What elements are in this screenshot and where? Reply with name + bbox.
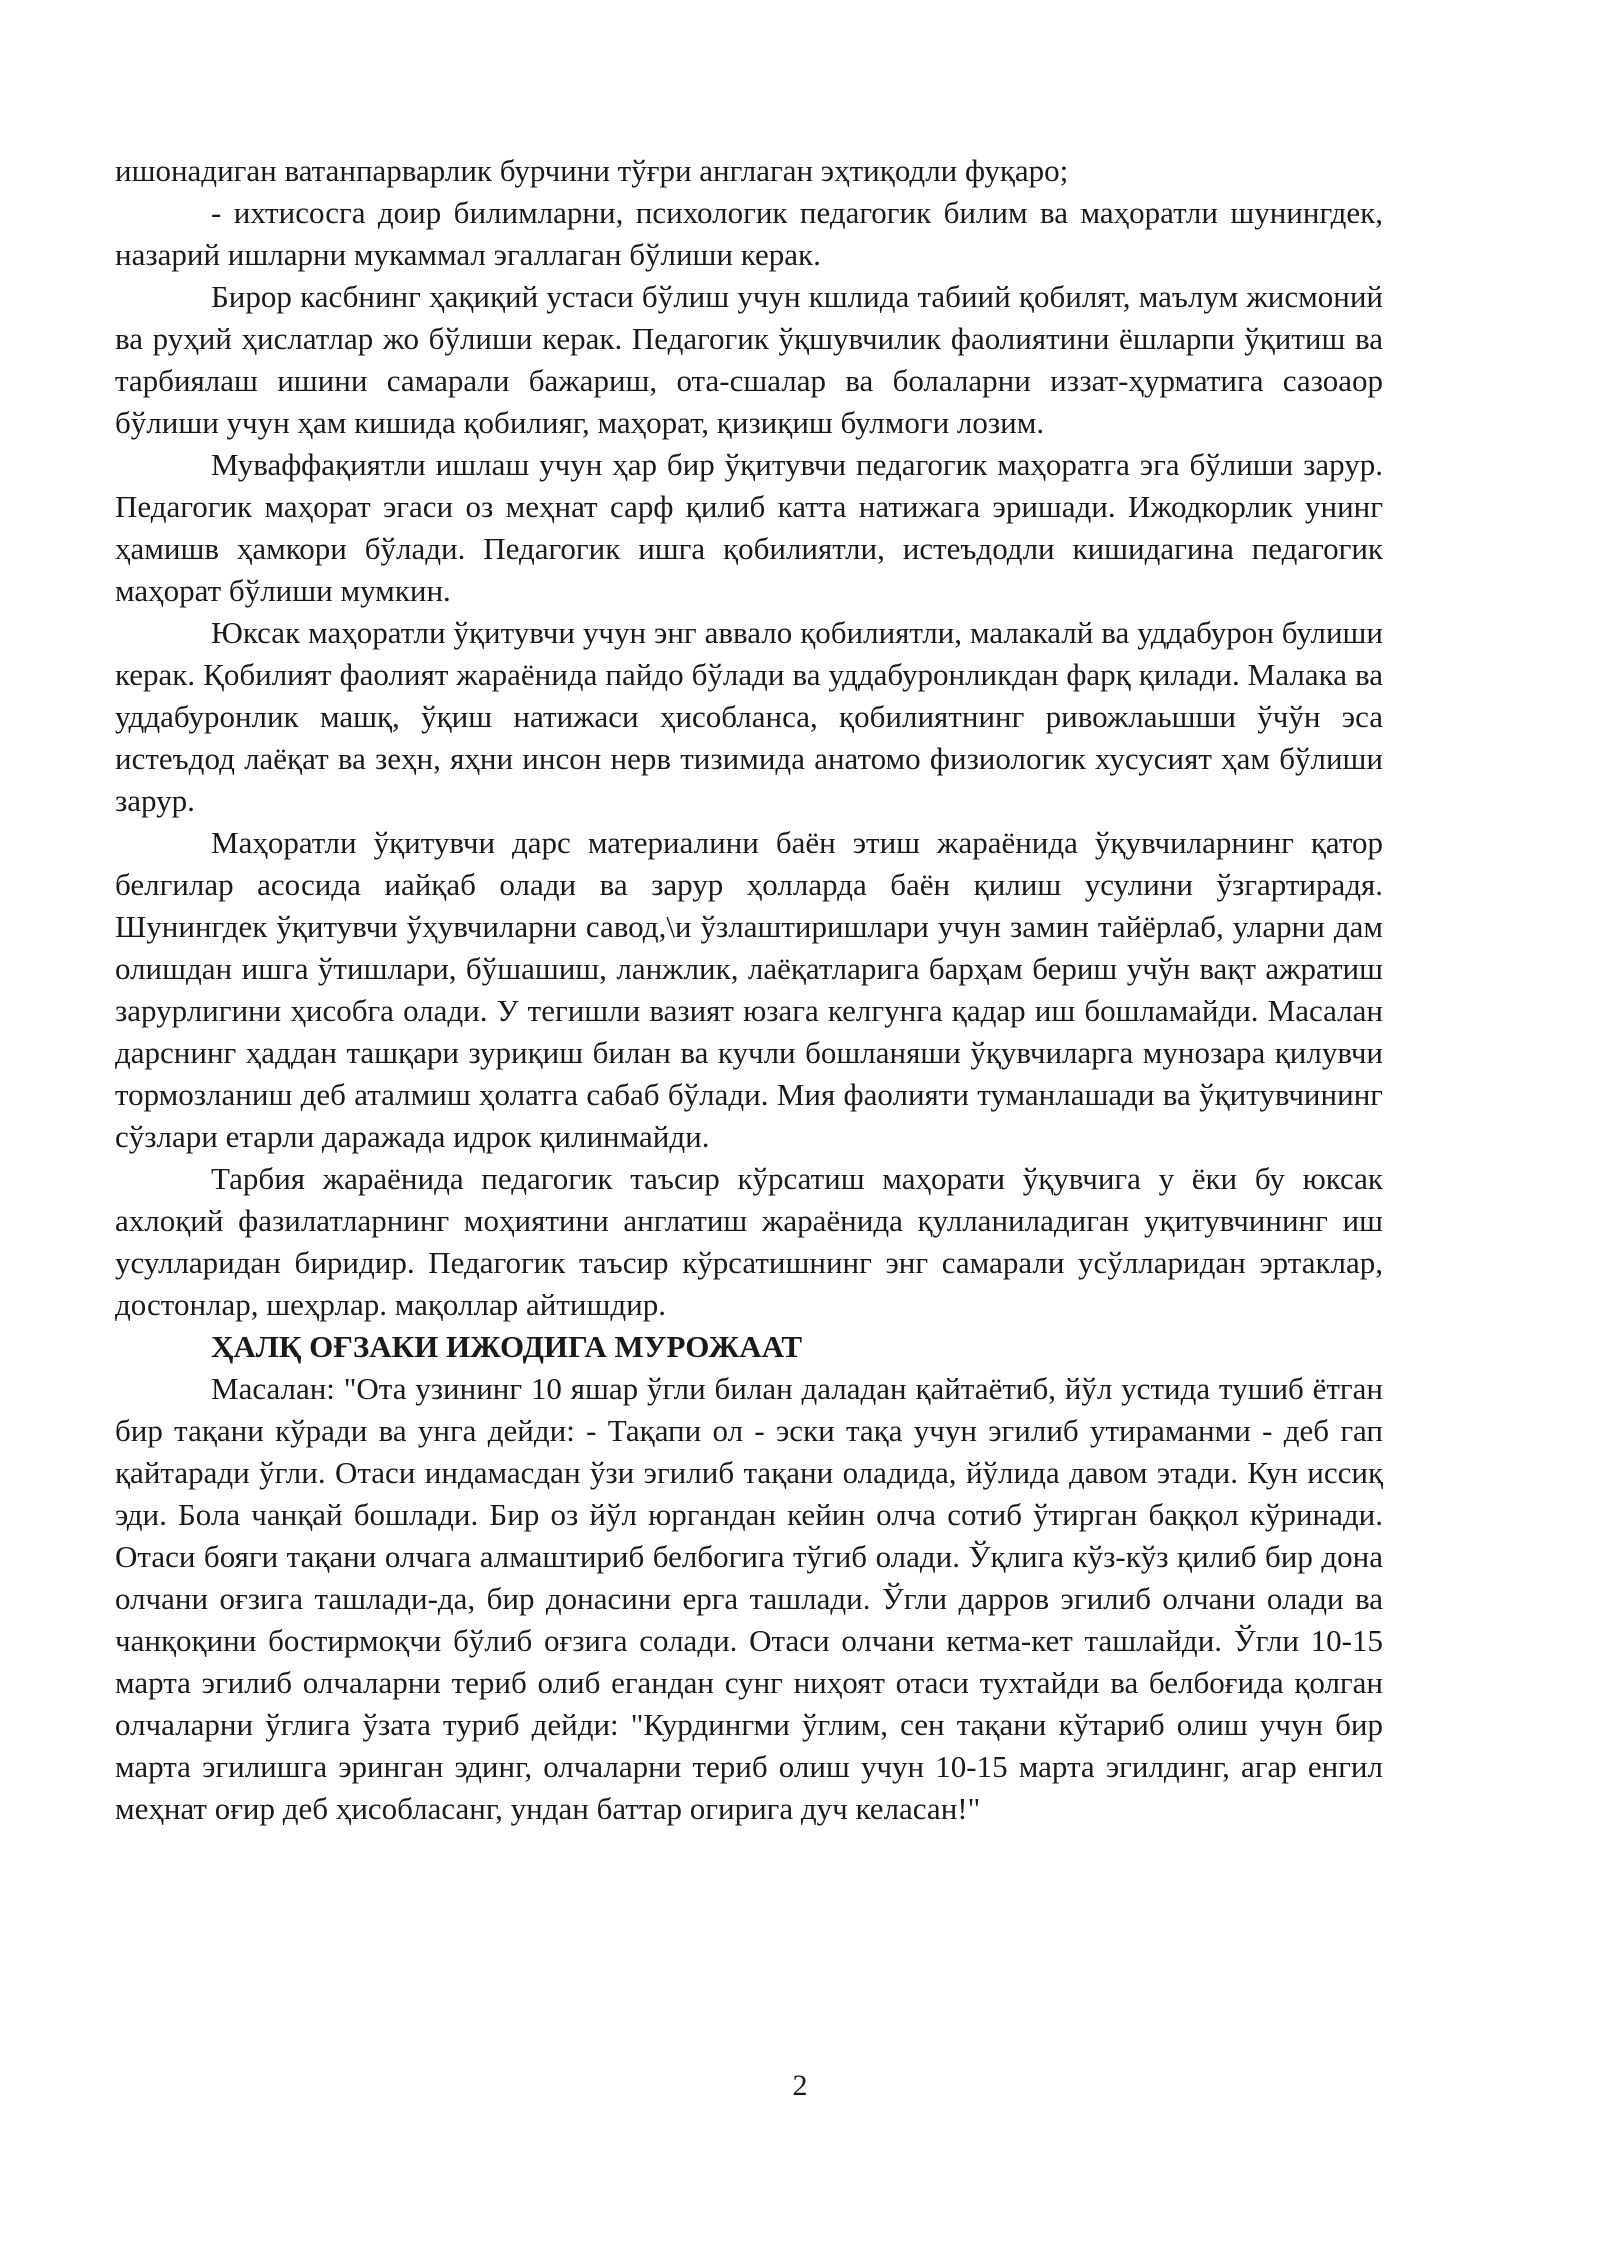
section-heading: ҲАЛҚ ОҒЗАКИ ИЖОДИГА МУРОЖААТ xyxy=(211,1329,802,1364)
paragraph-list-item: - ихтисосга доир билимларни, психологик педагогик билим ва маҳоратли шунингдек, назарий ишларни мукаммал эгаллаган бўлиши керак. xyxy=(115,195,1383,272)
document-page xyxy=(115,150,1383,1830)
paragraph: Муваффақиятли ишлаш учун ҳар бир ўқитувчи педагогик маҳоратга эга бўлиши зарур. Педагогик маҳорат эгаси оз меҳнат сарф қилиб катта натижага эришади. Ижодкорлик унинг ҳамишв ҳамкори бўлади. Педагогик ишга қобилиятли, истеъдодли кишидагина педагогик маҳорат бўлиши мумкин. xyxy=(115,447,1383,608)
paragraph: Юксак маҳоратли ўқитувчи учун энг аввало қобилиятли, малакалй ва уддабурон булиши керак. Қобилият фаолият жараёнида пайдо бўлади ва уддабуронликдан фарқ қилади. Малака ва уддабуронлик машқ, ўқиш натижаси ҳисоблaнса, қобилиятнинг ривожлаьшши ўчўн эса истеъдод лаёқат ва зеҳн, яҳни инсон нерв тизимида анатомо физиологик хусусият ҳам бўлиши зарур. xyxy=(115,615,1383,818)
story-paragraph: Масалан: "Ота узининг 10 яшар ўгли билан даладан қайтаётиб, йўл устида тушиб ётган бир тақани кўради ва унга дейди: - Тақапи ол - эски тақа учун эгилиб утираманми - деб гап қайтаради ўгли. Отаси индамасдан ўзи эгилиб тақани оладида, йўлида давом этади. Кун иссиқ эди. Бола чанқай бошлади. Бир оз йўл юргандан кейин олча сотиб ўтирган баққол кўринади. Отаси бояги тақани олчага алмаштириб белбогига тўгиб олади. Ўқлига кўз-кўз қилиб бир дона олчани оғзига ташлади-да, бир донасини ерга ташлади. Ўгли дарров эгилиб олчани олади ва чанқоқини бостирмоқчи бўлиб оғзига солади. Отаси олчани кетма-кет ташлайди. Ўгли 10-15 марта эгилиб олчаларни териб олиб егандан сунг ниҳоят отаси тухтайди ва белбоғида қолган олчаларни ўглига ўзата туриб дейди: "Курдингми ўглим, сен тақани кўтариб олиш учун бир марта эгилишга эринган эдинг, олчаларни териб олиш учун 10-15 марта эгилдинг, агар енгил меҳнат оғир деб ҳисобласанг, ундан баттар огирига дуч келасан!" xyxy=(115,1371,1383,1826)
page-number: 2 xyxy=(792,2069,808,2102)
paragraph: Маҳоратли ўқитувчи дарс материалини баён этиш жараёнида ўқувчиларнинг қатор белгилар асосида иайқаб олади ва зарур ҳолларда баён қилиш усулини ўзгартирадя. Шунингдек ўқитувчи ўҳувчиларни савод,\и ўзлаштиришлари учун замин тайёрлаб, уларни дам олишдан ишга ўтишлари, бўшашиш, ланжлик, лаёқатларига барҳам бериш учўн вақт ажратиш зарурлигини ҳисобга олади. У тегишли вазият юзага келгунга қадар иш бошламайди. Масалан дарснинг ҳаддан ташқари зуриқиш билан ва кучли бошланяши ўқувчиларга мунозара қилувчи тормозланиш деб аталмиш ҳолатга сабаб бўлади. Мия фаолияти туманлашади ва ўқитувчининг сўзлари етарли даражада идрок қилинмайди. xyxy=(115,825,1383,1154)
paragraph: Тарбия жараёнида педагогик таъсир кўрсатиш маҳорати ўқувчига у ёки бу юксак ахлоқий фазилатларнинг моҳиятини англатиш жараёнида қулланиладиган уқитувчининг иш усулларидан биридир. Педагогик таъсир кўрсатишнинг энг самарали усўлларидан эртаклар, достонлар, шеҳрлар. мақоллар айтишдир. xyxy=(115,1161,1383,1322)
paragraph: Бирор касбнинг ҳақиқий устаси бўлиш учун кшлида табиий қобилят, маълум жисмоний ва руҳий ҳислатлар жо бўлиши керак. Педагогик ўқшувчилик фаолиятини ёшларпи ўқитиш ва тарбиялаш ишини самарали бажариш, ота-сшалар ва болаларни иззат-ҳурматига сазоаор бўлиши учун ҳам кишида қобилияг, маҳорат, қизиқиш булмоги лозим. xyxy=(115,279,1383,440)
paragraph-continuation: ишонадиган ватанпарварлик бурчини тўғри англаган эҳтиқодли фуқаро; xyxy=(115,153,1069,188)
